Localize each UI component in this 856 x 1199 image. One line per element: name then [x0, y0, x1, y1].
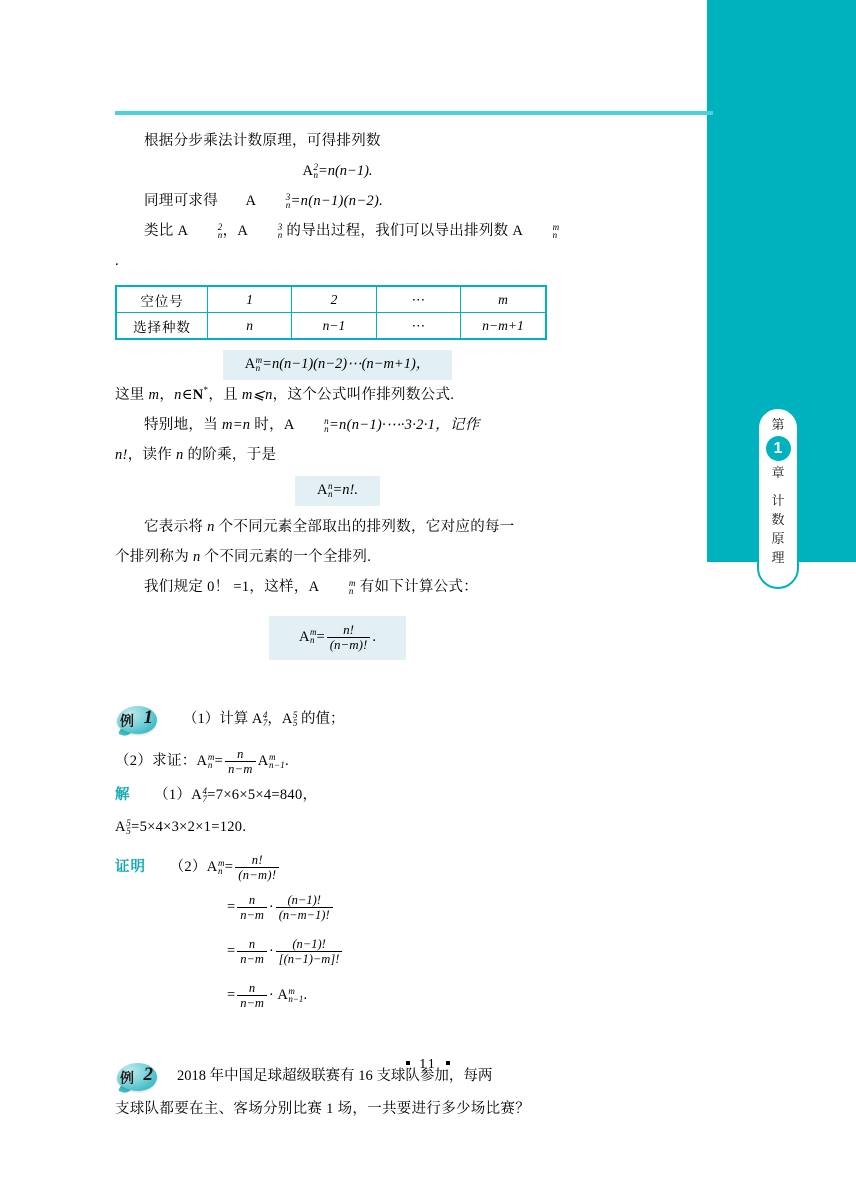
- proof-numerator-0: n!: [251, 852, 263, 867]
- page-number-dot-left: [406, 1061, 410, 1065]
- analogy-sub-3: n: [552, 229, 558, 240]
- analogy-sub-1: n: [217, 229, 223, 240]
- table-row-1-label: 选择种数: [116, 313, 208, 340]
- table-row-1-cell-3: n−m+1: [461, 313, 546, 340]
- example-1-q2-tail-base: A: [257, 753, 269, 769]
- boxed-fact-base: A: [317, 482, 328, 498]
- special-sup: n: [324, 415, 329, 426]
- table-row-0-cell-2: ⋯: [376, 286, 460, 313]
- boxed-fact-sub: n: [327, 488, 333, 499]
- formula-a-n-3-sup: 3: [285, 191, 291, 202]
- example-1-q2-scripts: [208, 753, 215, 770]
- example-2-badge-number: 2: [143, 1064, 153, 1085]
- proof-step-1-den-2: (n−m−1)!: [276, 907, 333, 922]
- example-1-q1-sub-2: 5: [292, 717, 298, 728]
- table-row: [116, 313, 546, 340]
- meaning-n-1: n: [207, 519, 215, 535]
- solution-sub-2: 5: [126, 825, 132, 836]
- formula-a-n-2-sup: 2: [313, 161, 318, 172]
- example-1-solution-line-1: [115, 779, 560, 811]
- formula-a-n-3-rhs: =n(n−1)(n−2).: [290, 193, 384, 209]
- condition-n: n: [174, 387, 182, 403]
- boxed-frac-sup: m: [310, 627, 317, 638]
- condition-ineq: m⩽n: [241, 387, 273, 403]
- proof-step-3-scripts: [288, 987, 303, 1004]
- proof-step-3-num: n: [248, 980, 256, 995]
- special-c: 时，A: [250, 417, 295, 433]
- proof-fraction-0: [235, 853, 279, 882]
- boxed-frac-tail: .: [372, 628, 376, 645]
- condition-m: m: [148, 387, 160, 403]
- special-m-equals-n: m=n: [221, 417, 251, 433]
- meaning-c: 个不同元素全部取出的排列数，它对应的每一: [214, 519, 515, 535]
- proof-step-2-eq: =: [227, 943, 236, 959]
- example-1-q1-sub-1: 7: [262, 717, 268, 728]
- solution-a: （1）A: [154, 787, 202, 803]
- analogy-sub-2: n: [277, 229, 283, 240]
- example-1-q1-sup-1: 4: [262, 709, 268, 720]
- proof-step-2-den-1: n−m: [237, 951, 267, 966]
- proof-denominator-0: (n−m)!: [235, 867, 279, 882]
- proof-step-3-eq: =: [227, 987, 236, 1003]
- meaning-a: 它表示将: [144, 519, 208, 535]
- boxed-fact-sup: n: [327, 480, 333, 491]
- boxed-frac-eq: =: [316, 628, 325, 645]
- condition-natural-set: N: [192, 387, 204, 403]
- example-1-badge-label: 例: [120, 715, 134, 730]
- paragraph-zero-factorial-rule: [115, 572, 560, 602]
- paragraph-analogy-b: ，A: [222, 223, 249, 239]
- example-1-proof-step-2: [227, 929, 560, 973]
- boxed-formula-permutation-wrap: [115, 350, 560, 380]
- paragraph-intro-text: 根据分步乘法计数原理，可得排列数: [144, 133, 381, 149]
- meaning-f: 个不同元素的一个全排列.: [200, 549, 372, 565]
- chapter-title-char-2: 数: [771, 512, 785, 527]
- proof-step-1-dot: ·: [268, 899, 274, 915]
- chapter-tab: [757, 407, 799, 589]
- analogy-scripts-2: [249, 223, 283, 240]
- condition-b: ，: [159, 387, 175, 403]
- proof-eq: =: [224, 859, 234, 875]
- example-1-badge-number: 1: [143, 707, 153, 728]
- table-row-0-cell-3: m: [461, 286, 546, 313]
- proof-step-2-den-2: [(n−1)−m]!: [276, 951, 343, 966]
- table-row-1-cell-2: ⋯: [376, 313, 460, 340]
- proof-step-1-eq: =: [227, 899, 236, 915]
- boxed-fact-rhs: =n!.: [332, 482, 358, 498]
- boxed-formula-permutation: [223, 350, 453, 380]
- paragraph-special-case: [115, 410, 560, 440]
- example-1-proof-step-3: [227, 973, 560, 1017]
- rule-sup: m: [348, 577, 356, 588]
- special-h: 的阶乘，于是: [183, 447, 277, 463]
- proof-step-3-sub: n−1: [288, 993, 304, 1004]
- proof-scripts: [218, 859, 225, 876]
- proof-step-2-num-1: n: [248, 936, 256, 951]
- analogy-scripts-3: [524, 223, 560, 240]
- solution-d: =5×4×3×2×1=120.: [131, 819, 247, 835]
- paragraph-analogy-d: .: [115, 253, 119, 269]
- boxed-formula-fraction: [269, 616, 406, 660]
- proof-label: 证明: [115, 859, 146, 875]
- example-1-q2-sub: n: [207, 759, 213, 770]
- example-2-badge-label: 例: [120, 1072, 134, 1087]
- chapter-prefix-label: 第: [771, 417, 785, 432]
- boxed-frac-base: A: [299, 628, 310, 645]
- chapter-title-char-4: 理: [771, 550, 785, 565]
- solution-c: A: [115, 819, 126, 835]
- example-1-question-2: [115, 743, 560, 779]
- example-1-q2-tail-sub: n−1: [269, 759, 286, 770]
- special-a: 特别地，当: [144, 417, 222, 433]
- paragraph-factorial-reading: [115, 440, 560, 470]
- example-1-q2-tail-sup: m: [269, 751, 276, 762]
- proof-step-1-fraction-1: [237, 893, 267, 922]
- factorial-symbol: n!: [115, 447, 128, 463]
- example-1-q2-period: .: [285, 753, 289, 769]
- table-row-0-cell-1: 2: [292, 286, 377, 313]
- formula-a-n-2: [115, 156, 560, 186]
- meaning-d: 个排列称为: [115, 549, 193, 565]
- header-rule: [115, 111, 755, 115]
- condition-f: ，这个公式叫作排列数公式.: [272, 387, 455, 403]
- example-1-q1-sup-2: 5: [292, 709, 298, 720]
- proof-step-2-num-2: (n−1)!: [292, 936, 326, 951]
- table-row-1-cell-1: n−1: [292, 313, 377, 340]
- chapter-title-char-3: 原: [771, 531, 785, 546]
- boxed-perm-base: A: [244, 356, 256, 372]
- special-sub: n: [324, 423, 329, 434]
- formula-a-n-2-rhs: =n(n−1).: [317, 163, 373, 179]
- example-1-q2-denominator: n−m: [225, 761, 256, 776]
- example-1-q2-eq: =: [214, 753, 224, 769]
- meaning-n-2: n: [192, 549, 201, 565]
- chapter-title-vertical: [771, 491, 784, 567]
- boxed-frac-fraction: [327, 623, 371, 652]
- boxed-frac-sub: n: [310, 635, 315, 646]
- proof-sub: n: [217, 865, 223, 876]
- proof-lead: （2）A: [169, 859, 218, 875]
- proof-step-2-dot: ·: [268, 943, 274, 959]
- boxed-frac-denominator: (n−m)!: [327, 637, 371, 652]
- solution-sup-2: 5: [126, 817, 132, 828]
- analogy-sup-2: 3: [277, 221, 283, 232]
- rule-a: 我们规定 0！ =1，这样，A: [144, 579, 320, 595]
- example-1-proof-line-1: [115, 849, 560, 885]
- proof-step-3-sup: m: [288, 985, 295, 996]
- formula-a-n-3-scripts: [257, 193, 291, 210]
- boxed-perm-sub: n: [255, 362, 261, 373]
- example-1-proof-step-1: [227, 885, 560, 929]
- example-1-solution-line-2: [115, 811, 560, 843]
- proof-step-1-num-2: (n−1)!: [287, 892, 321, 907]
- boxed-formula-factorial-wrap: [115, 476, 560, 506]
- chapter-suffix-label: 章: [771, 465, 785, 480]
- table-row-0-label: 空位号: [116, 286, 208, 313]
- rule-sub: n: [348, 585, 354, 596]
- page-number-dot-right: [446, 1061, 450, 1065]
- proof-step-3-tail: .: [303, 987, 308, 1003]
- analogy-sup-1: 2: [217, 221, 223, 232]
- condition-star: *: [203, 385, 209, 396]
- proof-step-2-fraction-1: [237, 937, 267, 966]
- example-1-question-1: [165, 704, 560, 734]
- page-number-value: 11: [419, 1057, 437, 1072]
- example-1-q1-a: （1）计算 A: [183, 711, 263, 727]
- boxed-frac-numerator: n!: [343, 622, 354, 637]
- proof-step-3-dot: ·: [268, 987, 274, 1003]
- solution-sub-1: 7: [202, 793, 208, 804]
- example-1-q2-tail-scripts: [269, 753, 285, 770]
- example-1-q2-sup: m: [207, 751, 215, 762]
- permutation-table: [115, 285, 547, 340]
- proof-step-3-base: A: [277, 987, 288, 1003]
- solution-label: 解: [115, 787, 131, 803]
- boxed-perm-rhs: =n(n−1)(n−2)⋯(n−m+1)，: [262, 356, 431, 372]
- solution-b: =7×6×5×4=840，: [207, 787, 318, 803]
- paragraph-similarly: [115, 186, 560, 216]
- example-1-badge-icon: [115, 705, 159, 735]
- proof-step-1-den-1: n−m: [237, 907, 267, 922]
- example-1-q2-a: （2）求证：A: [115, 753, 208, 769]
- proof-sup: m: [217, 857, 225, 868]
- formula-a-n-2-sub: n: [313, 169, 318, 180]
- rule-b: 有如下计算公式：: [355, 579, 479, 595]
- example-1-q2-fraction: [225, 747, 256, 776]
- chapter-number-badge: 1: [766, 436, 791, 461]
- table-row-1-cell-0: n: [208, 313, 292, 340]
- rule-scripts: [320, 579, 356, 596]
- proof-step-2-fraction-2: [276, 937, 343, 966]
- boxed-formula-factorial: [295, 476, 380, 506]
- special-f: ，读作: [127, 447, 177, 463]
- page-content: [115, 126, 560, 1124]
- solution-sup-1: 4: [202, 785, 208, 796]
- condition-in: ∈: [181, 387, 193, 403]
- paragraph-intro: [115, 126, 560, 156]
- boxed-formula-fraction-wrap: [115, 616, 560, 660]
- condition-d: ，且: [208, 387, 242, 403]
- proof-step-1-fraction-2: [276, 893, 333, 922]
- paragraph-analogy-a: 类比 A: [144, 223, 189, 239]
- table-row-0-cell-0: 1: [208, 286, 292, 313]
- example-1-q2-numerator: n: [237, 746, 244, 761]
- example-1: [115, 704, 560, 735]
- formula-a-n-3-sub: n: [285, 199, 291, 210]
- special-g: n: [176, 447, 184, 463]
- paragraph-analogy-c: 的导出过程，我们可以导出排列数 A: [282, 223, 524, 239]
- condition-a: 这里: [115, 387, 149, 403]
- paragraph-condition: [115, 380, 560, 410]
- paragraph-similarly-lead: 同理可求得: [144, 193, 218, 209]
- analogy-scripts-1: [189, 223, 223, 240]
- analogy-sup-3: m: [552, 221, 560, 232]
- special-scripts: [295, 417, 329, 434]
- example-1-q1-b: ，A: [267, 711, 293, 727]
- special-d: =n(n−1)·⋯·3·2·1，记作: [328, 417, 480, 433]
- example-2-question-line-1: 2018 年中国足球超级联赛有 16 支球队参加，每两: [177, 1068, 493, 1084]
- boxed-perm-sup: m: [255, 354, 263, 365]
- paragraph-meaning-2: [115, 542, 560, 572]
- paragraph-meaning: [115, 512, 560, 542]
- table-row: [116, 286, 546, 313]
- proof-step-3-fraction: [237, 981, 267, 1010]
- header-rule-corner: [713, 111, 757, 157]
- paragraph-analogy: [115, 216, 560, 276]
- formula-a-n-2-base: A: [302, 163, 313, 179]
- example-1-q1-c: 的值；: [297, 711, 345, 727]
- formula-a-n-3-base: A: [245, 193, 257, 209]
- proof-step-1-num-1: n: [248, 892, 256, 907]
- chapter-title-char-1: 计: [771, 493, 785, 508]
- example-2-question-line-2: 支球队都要在主、客场分别比赛 1 场，一共要进行多少场比赛？: [115, 1101, 530, 1117]
- proof-step-3-den: n−m: [237, 995, 267, 1010]
